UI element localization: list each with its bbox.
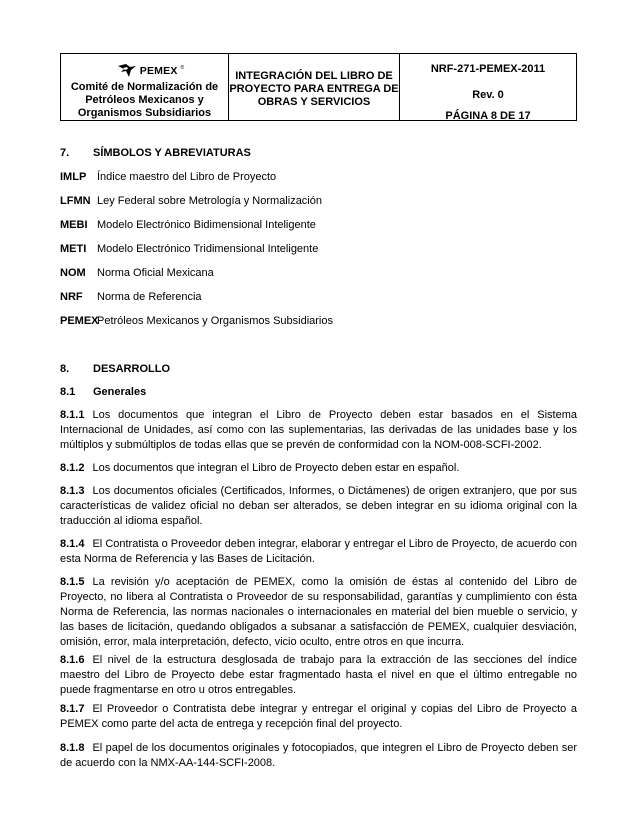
paragraph-8-1-7: 8.1.7 El Proveedor o Contratista debe integrar y entregar el original y copias del Libro de Proyecto a PEMEX como parte del acta de entrega y recepción final del proyecto. bbox=[60, 703, 577, 730]
document-title: INTEGRACIÓN DEL LIBRO DE PROYECTO PARA ENTREGA DE OBRAS Y SERVICIOS bbox=[229, 69, 399, 108]
pemex-logo bbox=[117, 63, 184, 78]
revision-label: Rev. 0 bbox=[472, 89, 504, 101]
paragraph-8-1-4: 8.1.4 El Contratista o Proveedor deben integrar, elaborar y entregar el Libro de Proyecto, de acuerdo con esta Norma de Referencia y las Bases de Licitación. bbox=[60, 538, 577, 565]
page-header bbox=[60, 53, 577, 121]
subsection-8-1-heading: 8.1 Generales bbox=[60, 386, 147, 398]
abbreviation-row: NRF Norma de Referencia bbox=[60, 291, 202, 303]
paragraph-8-1-8: 8.1.8 El papel de los documentos originales y fotocopiados, que integren el Libro de Proyecto deben ser de acuerdo con la NMX-AA-144-SCFI-2008. bbox=[60, 742, 577, 769]
abbreviation-row: PEMEX Petróleos Mexicanos y Organismos Subsidiarios bbox=[60, 315, 333, 327]
norm-code: NRF-271-PEMEX-2011 bbox=[430, 63, 546, 75]
registered-mark: ® bbox=[180, 64, 185, 71]
pemex-logo-text: PEMEX bbox=[139, 64, 178, 77]
paragraph-8-1-2: 8.1.2 Los documentos que integran el Libro de Proyecto deben estar en español. bbox=[60, 462, 460, 474]
section-8-heading: 8. DESARROLLO bbox=[60, 363, 170, 375]
header-code-cell bbox=[400, 54, 576, 120]
section-7-heading: 7. SÍMBOLOS Y ABREVIATURAS bbox=[60, 147, 251, 159]
paragraph-8-1-5: 8.1.5 La revisión y/o aceptación de PEMEX, como la omisión de éstas al contenido del Libro de Proyecto, no libera al Contratista o Proveedor de su responsabilidad, garantías y cumplimiento con ésta Norma de Referencia, las normas nacionales o internacionales en material del bien mueble o servicio, y las bases de licitación, quedando obligados a subsanar a satisfacción de PEMEX, cualquier desviación, omisión, error, mala interpretación, defecto, vicio oculto, entre otros en que incurra. bbox=[60, 576, 577, 648]
abbreviation-row: METI Modelo Electrónico Tridimensional Inteligente bbox=[60, 243, 319, 255]
pemex-eagle-icon bbox=[117, 63, 137, 78]
committee-name: Comité de Normalización de Petróleos Mexicanos y Organismos Subsidiarios bbox=[70, 81, 219, 119]
paragraph-8-1-3: 8.1.3 Los documentos oficiales (Certificados, Informes, o Dictámenes) de origen extranjero, que por sus características de validez oficial no deban ser alterados, se deben integrar en su idioma original con la traducción al idioma español. bbox=[60, 485, 577, 527]
abbreviation-row: NOM Norma Oficial Mexicana bbox=[60, 267, 214, 279]
abbreviation-row: LFMN Ley Federal sobre Metrología y Normalización bbox=[60, 195, 322, 207]
header-org-cell bbox=[61, 54, 229, 120]
paragraph-8-1-1: 8.1.1 Los documentos que integran el Libro de Proyecto deben estar basados en el Sistema Internacional de Unidades, así como con las suplementarias, las derivadas de las unidades base y los múltiplos y submúltiplos de todas ellas que se prevén de conformidad con la NOM-008-SCFI-2002. bbox=[60, 409, 577, 451]
abbreviation-row: MEBI Modelo Electrónico Bidimensional Inteligente bbox=[60, 219, 316, 231]
header-title-cell bbox=[229, 54, 400, 120]
abbreviation-row: IMLP Índice maestro del Libro de Proyecto bbox=[60, 171, 277, 183]
paragraph-8-1-6: 8.1.6 El nivel de la estructura desglosada de trabajo para la extracción de las secciones del índice maestro del Libro de Proyecto debe estar fragmentado hasta el nivel en que el último entregable no puede fragmentarse en otro u otros entregables. bbox=[60, 654, 577, 696]
page-number: PÁGINA 8 DE 17 bbox=[445, 110, 531, 122]
